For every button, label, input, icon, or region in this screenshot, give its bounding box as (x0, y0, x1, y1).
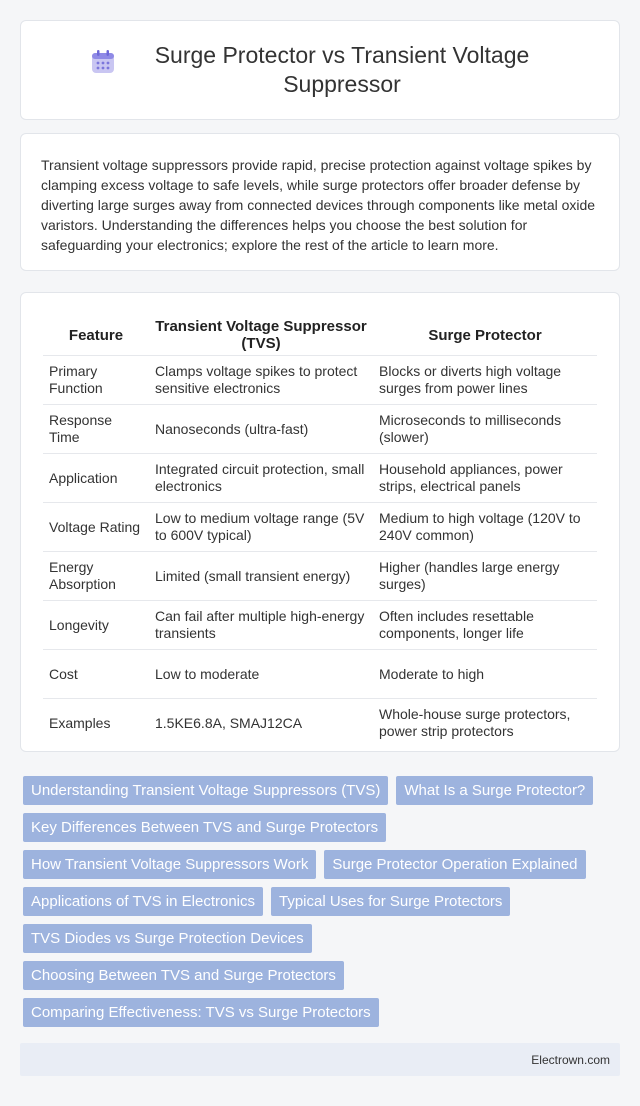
title-card (20, 20, 620, 120)
tvs-cell: Low to moderate (149, 649, 373, 698)
surge-cell: Microseconds to milliseconds (slower) (373, 404, 597, 453)
surge-cell: Moderate to high (373, 649, 597, 698)
tag-surge-protector-operation[interactable]: Surge Protector Operation Explained (324, 850, 585, 879)
table-row (43, 502, 597, 551)
feature-cell: Examples (43, 698, 149, 747)
table-row (43, 355, 597, 404)
tag-typical-uses-surge-protectors[interactable]: Typical Uses for Surge Protectors (271, 887, 510, 916)
page-title: Surge Protector vs Transient Voltage Suppressor (154, 42, 530, 97)
title-wrap (90, 41, 550, 99)
feature-cell: Longevity (43, 600, 149, 649)
feature-cell: Primary Function (43, 355, 149, 404)
feature-cell: Cost (43, 649, 149, 698)
surge-cell: Medium to high voltage (120V to 240V common) (373, 502, 597, 551)
surge-cell: Higher (handles large energy surges) (373, 551, 597, 600)
tag-applications-of-tvs[interactable]: Applications of TVS in Electronics (23, 887, 263, 916)
comparison-table (43, 313, 597, 747)
feature-cell: Energy Absorption (43, 551, 149, 600)
footer (20, 1043, 620, 1076)
intro-card (20, 133, 620, 271)
table-row (43, 600, 597, 649)
tvs-cell: Clamps voltage spikes to protect sensitive electronics (149, 355, 373, 404)
surge-cell: Household appliances, power strips, electrical panels (373, 453, 597, 502)
column-header-feature: Feature (68, 326, 124, 344)
tag-key-differences[interactable]: Key Differences Between TVS and Surge Protectors (23, 813, 386, 842)
tag-understanding-tvs[interactable]: Understanding Transient Voltage Suppressors (TVS) (23, 776, 388, 805)
tvs-cell: Integrated circuit protection, small electronics (149, 453, 373, 502)
tvs-cell: Can fail after multiple high-energy transients (149, 600, 373, 649)
table-row (43, 453, 597, 502)
tvs-cell: 1.5KE6.8A, SMAJ12CA (149, 698, 373, 747)
surge-cell: Whole-house surge protectors, power strip protectors (373, 698, 597, 747)
tvs-cell: Low to medium voltage range (5V to 600V typical) (149, 502, 373, 551)
feature-cell: Response Time (43, 404, 149, 453)
tvs-cell: Nanoseconds (ultra-fast) (149, 404, 373, 453)
table-header-row (43, 313, 597, 355)
tag-comparing-effectiveness[interactable]: Comparing Effectiveness: TVS vs Surge Protectors (23, 998, 379, 1027)
table-row (43, 698, 597, 747)
feature-cell: Voltage Rating (43, 502, 149, 551)
tag-choosing-between[interactable]: Choosing Between TVS and Surge Protectors (23, 961, 344, 990)
column-header-surge-protector: Surge Protector (428, 326, 542, 344)
tag-what-is-surge-protector[interactable]: What Is a Surge Protector? (396, 776, 593, 805)
comparison-table-card (20, 292, 620, 752)
surge-cell: Blocks or diverts high voltage surges from power lines (373, 355, 597, 404)
calendar-icon (90, 49, 116, 75)
footer-site-name: Electrown.com (531, 1052, 610, 1067)
tvs-cell: Limited (small transient energy) (149, 551, 373, 600)
intro-paragraph: Transient voltage suppressors provide rapid, precise protection against voltage spikes by clamping excess voltage to safe levels, while surge protectors offer broader defense by diverting large surges away from connected devices through components like metal oxide varistors. Understanding the differences helps you choose the best solution for safeguarding your electronics; explore the rest of the article to learn more. (41, 157, 596, 253)
table-row (43, 649, 597, 698)
column-header-tvs: Transient Voltage Suppressor (TVS) (155, 318, 367, 352)
related-topics-tags (23, 776, 623, 1027)
table-row (43, 404, 597, 453)
feature-cell: Application (43, 453, 149, 502)
table-row (43, 551, 597, 600)
surge-cell: Often includes resettable components, longer life (373, 600, 597, 649)
tag-tvs-diodes-vs-devices[interactable]: TVS Diodes vs Surge Protection Devices (23, 924, 312, 953)
tag-how-tvs-work[interactable]: How Transient Voltage Suppressors Work (23, 850, 316, 879)
